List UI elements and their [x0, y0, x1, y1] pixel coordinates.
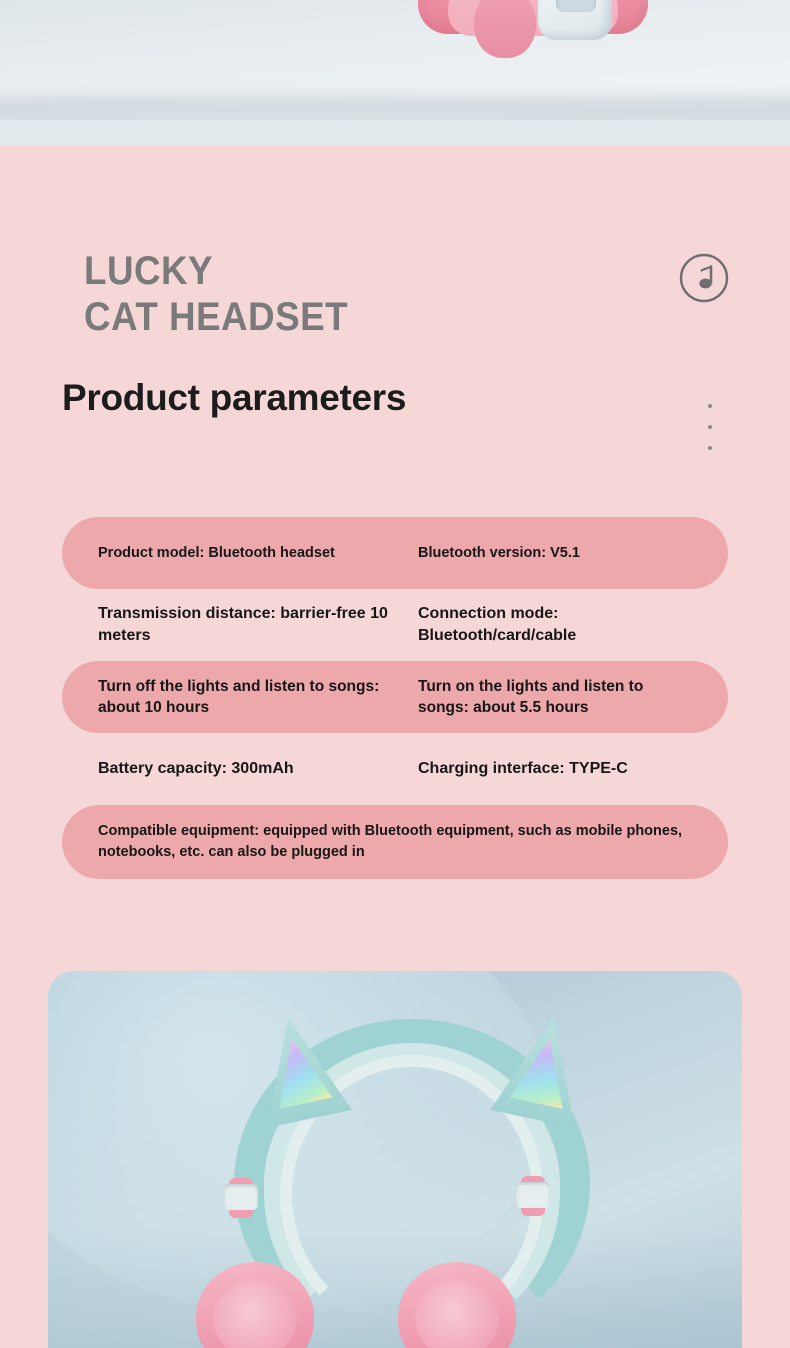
- earcup-right-cushion: [415, 1280, 499, 1348]
- more-vertical-icon[interactable]: [706, 404, 714, 450]
- spec-lights-on-playtime: Turn on the lights and listen to songs: about 5.5 hours: [418, 678, 644, 716]
- spec-table: [62, 517, 728, 879]
- dot: [708, 446, 712, 450]
- brand-line-2: CAT HEADSET: [84, 295, 349, 339]
- spec-lights-off-playtime: Turn off the lights and listen to songs: about 10 hours: [98, 678, 380, 716]
- table-row: [62, 733, 728, 805]
- brand-line-1: LUCKY: [84, 249, 214, 293]
- table-row: [62, 517, 728, 589]
- spec-product-model: Product model: Bluetooth headset: [98, 545, 335, 561]
- spec-connection-mode: Connection mode: Bluetooth/card/cable: [418, 605, 577, 644]
- headset-earcup: [474, 0, 536, 58]
- spec-charging-interface: Charging interface: TYPE-C: [418, 760, 628, 777]
- product-photo: [48, 971, 742, 1348]
- page-title: Product parameters: [62, 377, 407, 418]
- headband-connector-left: [224, 1184, 258, 1210]
- top-product-image: [0, 0, 790, 146]
- dot: [708, 425, 712, 429]
- table-row: [62, 589, 728, 661]
- spec-battery-capacity: Battery capacity: 300mAh: [98, 760, 294, 777]
- spec-bluetooth-version: Bluetooth version: V5.1: [418, 545, 580, 561]
- table-row: [62, 805, 728, 879]
- headband-connector-right: [516, 1182, 550, 1208]
- spec-transmission-distance: Transmission distance: barrier-free 10 meters: [98, 605, 388, 644]
- table-row: [62, 661, 728, 733]
- earcup-left-cushion: [213, 1280, 297, 1348]
- music-note-icon: [678, 252, 730, 304]
- brand-wordmark: [84, 248, 371, 340]
- headset-pad-slot: [556, 0, 596, 12]
- dot: [708, 404, 712, 408]
- spec-compatible-equipment: Compatible equipment: equipped with Bluetooth equipment, such as mobile phones, notebooks, etc. can also be plugged in: [98, 823, 683, 860]
- headset-fragment-image: [418, 0, 658, 64]
- backdrop-floor: [0, 120, 790, 146]
